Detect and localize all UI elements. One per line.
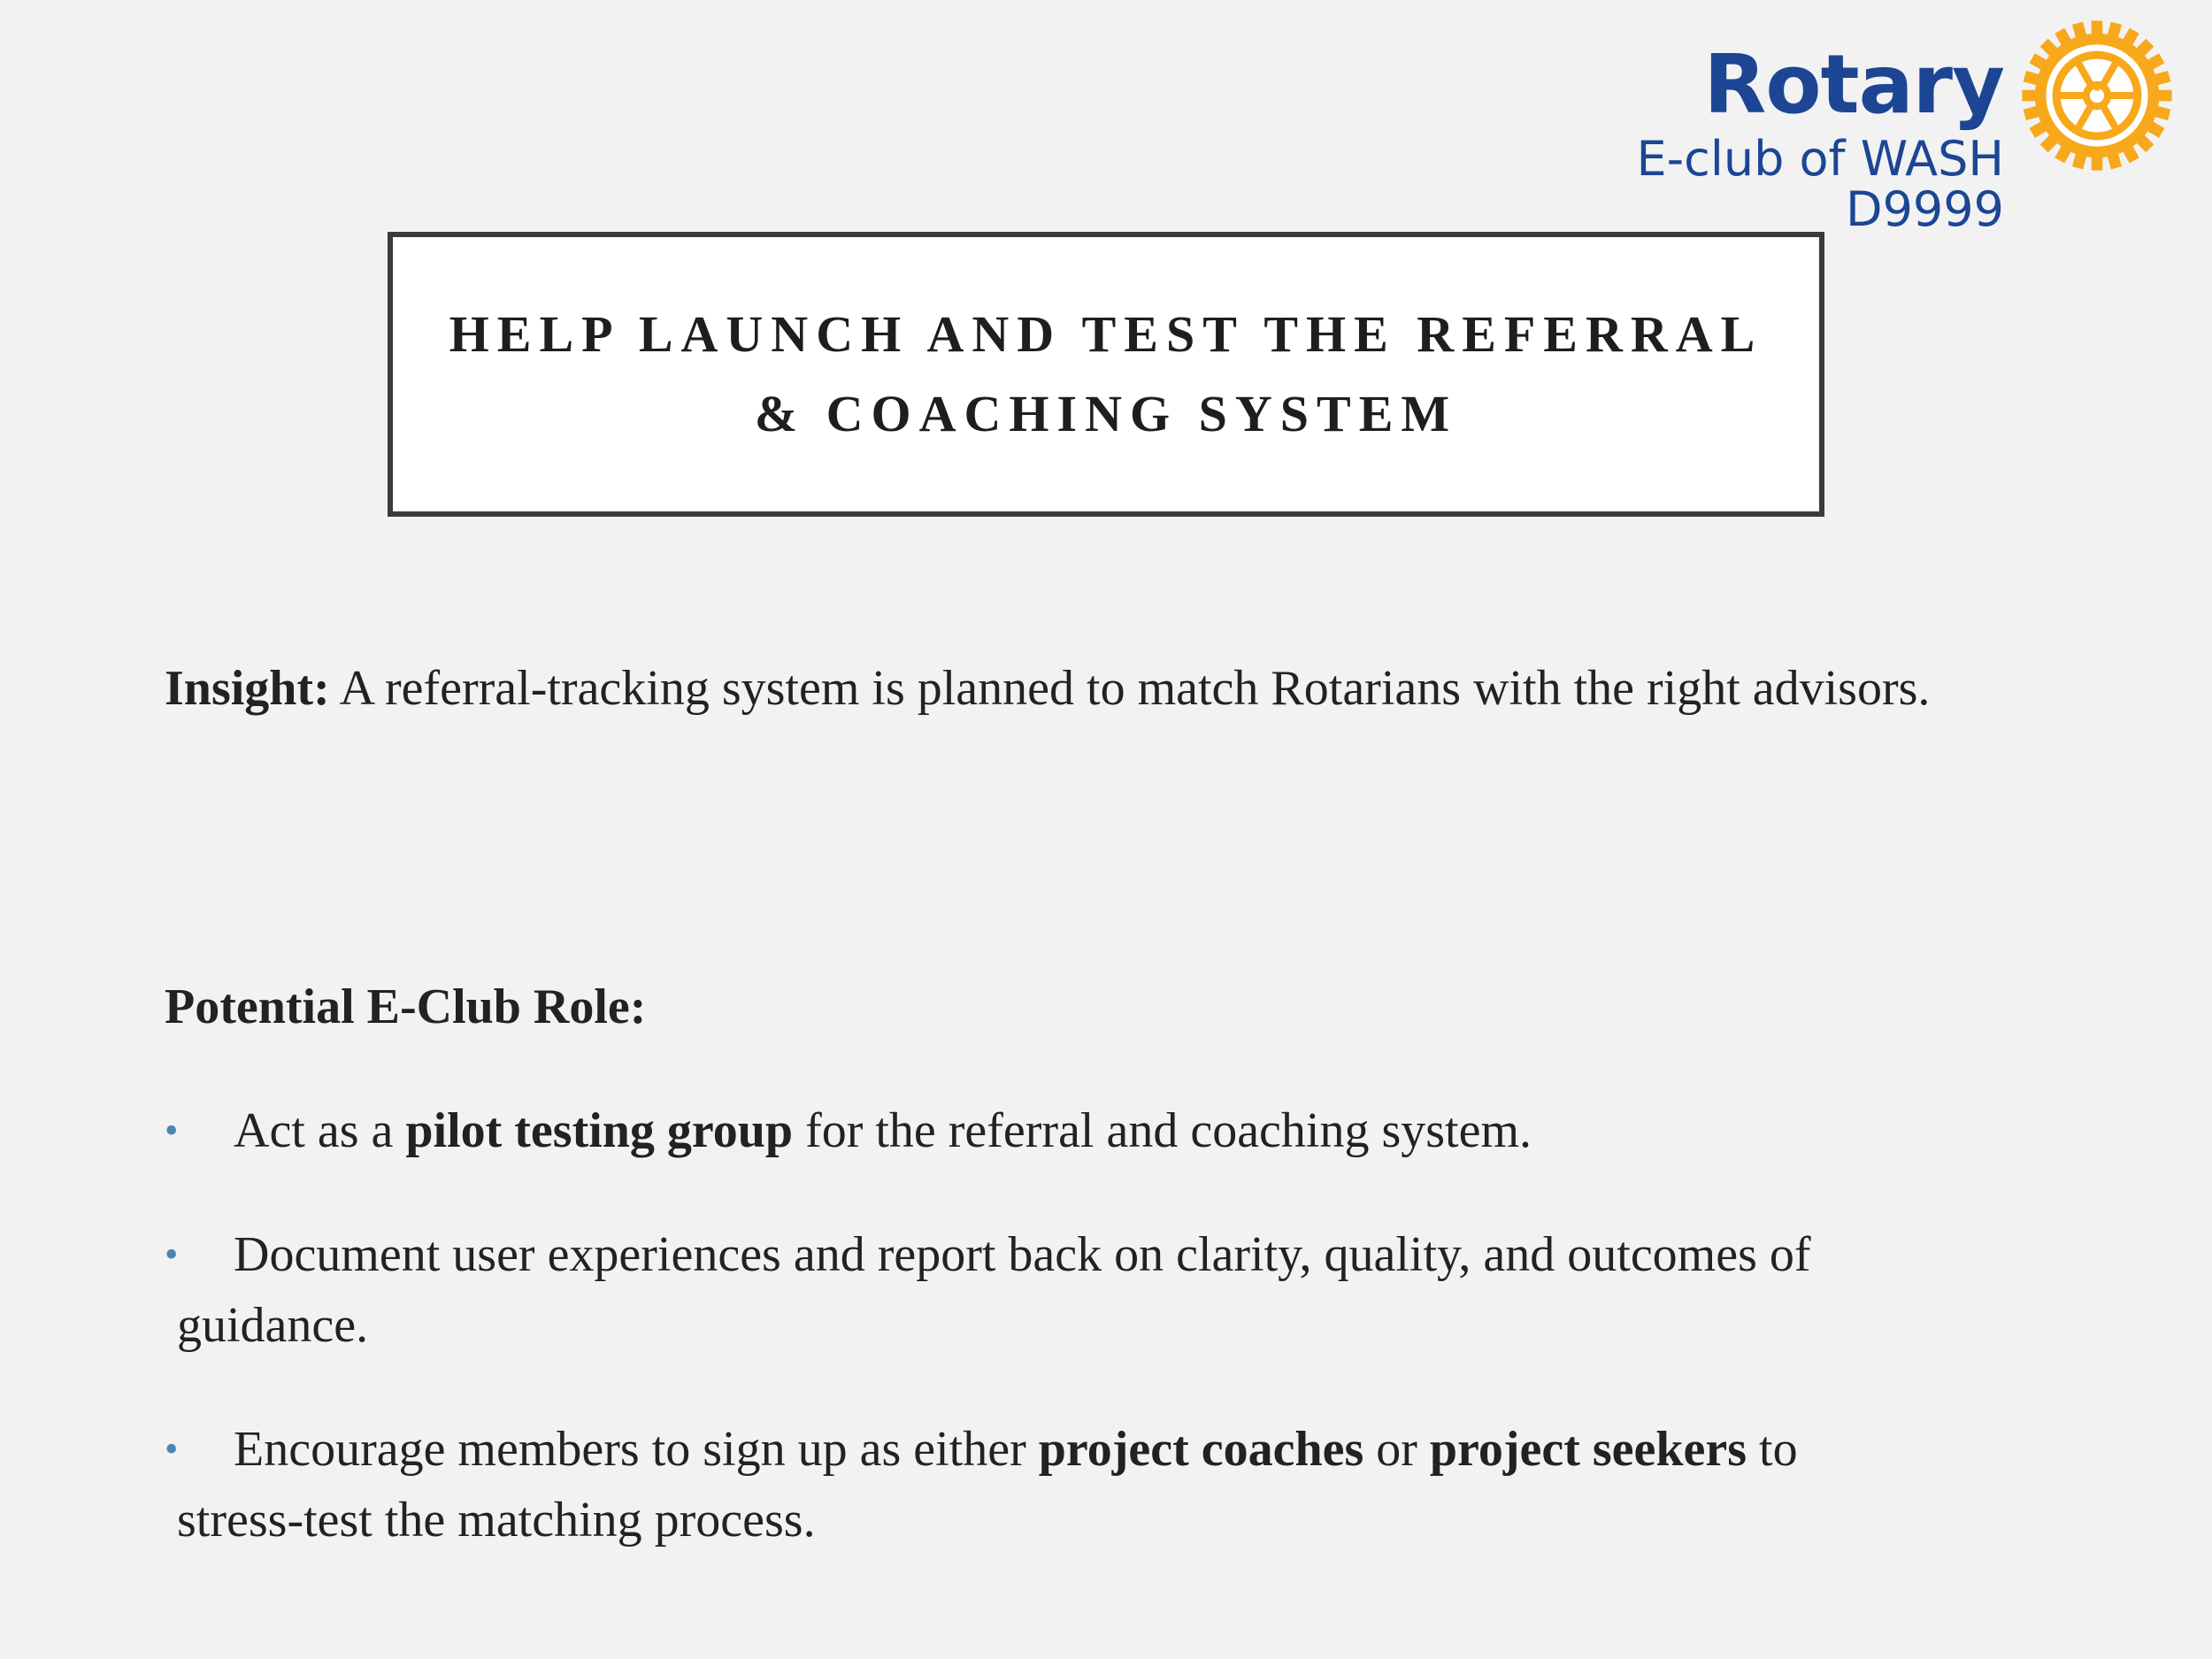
logo-subtitle-club: E-club of WASH bbox=[1636, 131, 2004, 187]
insight-paragraph bbox=[165, 653, 2023, 724]
bullet-2-line-1: Document user experiences and report back on clarity, quality, and outcomes of bbox=[234, 1227, 1811, 1282]
rotary-logo bbox=[1636, 16, 2177, 237]
bullet-icon: • bbox=[165, 1233, 179, 1276]
bullet-3-text-middle: or bbox=[1363, 1422, 1430, 1477]
title-line-2: & COACHING SYSTEM bbox=[754, 385, 1458, 442]
bullet-icon: • bbox=[165, 1427, 179, 1471]
logo-subtitle-district: D9999 bbox=[1845, 181, 2004, 237]
list-item bbox=[165, 1219, 2058, 1361]
bullet-3-text-end: to bbox=[1747, 1422, 1798, 1477]
insight-label: Insight: bbox=[165, 661, 330, 716]
bullet-3-bold-coaches: project coaches bbox=[1038, 1422, 1364, 1477]
rotary-wheel-icon bbox=[2017, 16, 2177, 175]
list-item bbox=[165, 1095, 2058, 1166]
bullet-1-text-end: for the referral and coaching system. bbox=[793, 1103, 1532, 1158]
slide-title bbox=[416, 295, 1796, 454]
bullet-2-line-2: guidance. bbox=[177, 1298, 369, 1353]
logo-wordmark: Rotary bbox=[1703, 37, 2004, 132]
bullet-3-text: Encourage members to sign up as either bbox=[234, 1422, 1039, 1477]
bullet-3-line-2: stress-test the matching process. bbox=[177, 1493, 816, 1548]
title-box bbox=[388, 232, 1824, 517]
role-heading: Potential E-Club Role: bbox=[165, 979, 647, 1034]
bullet-icon: • bbox=[165, 1109, 179, 1152]
bullet-3-bold-seekers: project seekers bbox=[1429, 1422, 1747, 1477]
bullet-1-text: Act as a bbox=[234, 1103, 406, 1158]
slide-content bbox=[165, 653, 2058, 1548]
role-bullet-list bbox=[165, 1095, 2058, 1555]
bullet-1-bold: pilot testing group bbox=[405, 1103, 794, 1158]
title-line-1: HELP LAUNCH AND TEST THE REFERRAL bbox=[449, 305, 1763, 363]
insight-text: A referral-tracking system is planned to match Rotarians with the right advisors. bbox=[329, 661, 1931, 716]
list-item bbox=[165, 1414, 2058, 1555]
